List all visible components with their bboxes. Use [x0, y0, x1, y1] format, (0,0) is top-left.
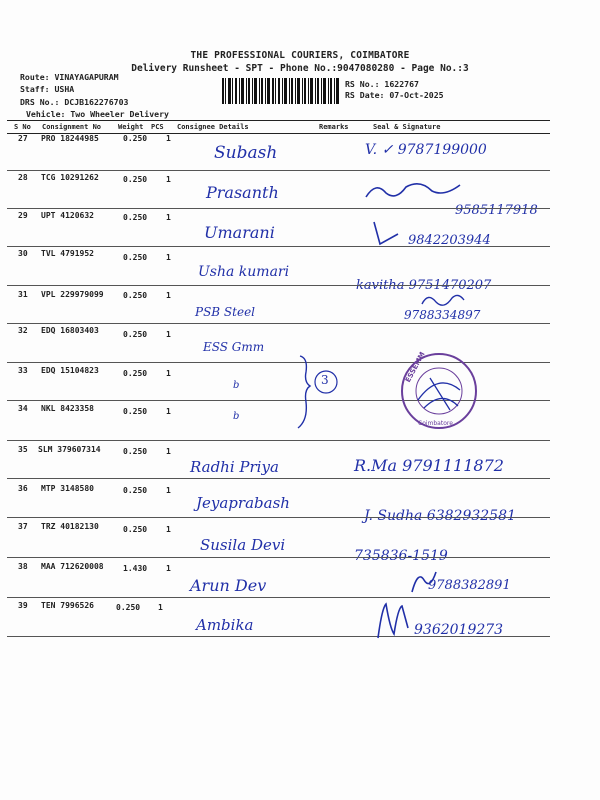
table-top-rule [7, 120, 550, 121]
row-divider [7, 246, 550, 247]
pcs: 1 [166, 369, 171, 378]
consignee-handwritten: b [233, 411, 240, 422]
sno: 39 [18, 601, 28, 610]
weight: 0.250 [123, 525, 148, 534]
weight: 0.250 [116, 603, 141, 612]
consignee-handwritten: Subash [214, 143, 278, 163]
group-brace-mark [290, 352, 350, 432]
row-divider [7, 170, 550, 171]
signature-handwritten: 735836-1519 [354, 548, 448, 564]
consignee-handwritten: b [233, 380, 240, 391]
consignee-handwritten: Prasanth [206, 183, 279, 202]
row-divider [7, 478, 550, 479]
vehicle-label: Vehicle: Two Wheeler Delivery [26, 109, 169, 119]
consignment-no: UPT 4120632 [41, 211, 94, 220]
stamp-text-bottom: Coimbatore [418, 420, 453, 427]
pcs: 1 [166, 407, 171, 416]
weight: 0.250 [123, 447, 148, 456]
pcs: 1 [166, 291, 171, 300]
col-remarks: Remarks [319, 123, 349, 131]
signature-handwritten: V. ✓ 9787199000 [365, 142, 487, 158]
pcs: 1 [166, 330, 171, 339]
col-seal: Seal & Signature [373, 123, 441, 131]
consignment-no: NKL 8423358 [41, 404, 94, 413]
runsheet-title: Delivery Runsheet - SPT - Phone No.:9047080280 - Page No.:3 [131, 63, 469, 74]
pcs: 1 [166, 213, 171, 222]
signature-handwritten: kavitha 9751470207 [356, 278, 492, 293]
weight: 1.430 [123, 564, 148, 573]
sno: 38 [18, 562, 28, 571]
weight: 0.250 [123, 486, 148, 495]
pcs: 1 [166, 525, 171, 534]
pcs: 1 [166, 486, 171, 495]
consignee-handwritten: Usha kumari [198, 264, 290, 280]
staff-label: Staff: USHA [20, 84, 75, 94]
row-divider [7, 440, 550, 441]
sno: 27 [18, 134, 28, 143]
row-divider [7, 285, 550, 286]
consignee-handwritten: Radhi Priya [190, 458, 279, 476]
consignee-handwritten: Arun Dev [190, 576, 267, 595]
sno: 37 [18, 522, 28, 531]
row-divider [7, 636, 550, 637]
signature-handwritten: 9362019273 [414, 622, 504, 638]
signature-handwritten: R.Ma 9791111872 [354, 456, 504, 475]
pcs: 1 [166, 175, 171, 184]
sno: 33 [18, 366, 28, 375]
sno: 30 [18, 249, 28, 258]
signature-scribble [372, 598, 422, 642]
signature-scribble [368, 218, 408, 248]
col-weight: Weight [118, 123, 144, 131]
sno: 28 [18, 173, 28, 182]
weight: 0.250 [123, 407, 148, 416]
col-consignment: Consignment No [42, 123, 102, 131]
consignment-no: TRZ 40182130 [41, 522, 99, 531]
consignment-no: SLM 379607314 [38, 445, 101, 454]
company-title: THE PROFESSIONAL COURIERS, COIMBATORE [190, 50, 410, 61]
sno: 32 [18, 326, 28, 335]
weight: 0.250 [123, 330, 148, 339]
consignee-handwritten: ESS Gmm [203, 340, 265, 354]
consignee-handwritten: Umarani [204, 223, 275, 242]
consignment-no: MTP 3148580 [41, 484, 94, 493]
row-divider [7, 517, 550, 518]
rs-date: RS Date: 07-Oct-2025 [345, 90, 444, 100]
consignment-no: MAA 712620008 [41, 562, 104, 571]
signature-handwritten: 9788382891 [428, 578, 511, 593]
drs-label: DRS No.: DCJB162276703 [20, 97, 129, 107]
consignment-no: PRO 18244985 [41, 134, 99, 143]
signature-handwritten: 9585117918 [455, 203, 538, 218]
row-divider [7, 208, 550, 209]
pcs: 1 [166, 253, 171, 262]
col-pcs: PCS [151, 123, 164, 131]
consignee-handwritten: Jeyaprabash [196, 494, 290, 512]
signature-scribble [418, 290, 468, 312]
route-label: Route: VINAYAGAPURAM [20, 72, 119, 82]
consignee-handwritten: PSB Steel [195, 305, 256, 319]
col-consignee: Consignee Details [177, 123, 249, 131]
stamp-text-top: ESSEMM [404, 350, 427, 384]
pcs: 1 [158, 603, 163, 612]
rs-number: RS No.: 1622767 [345, 79, 419, 89]
weight: 0.250 [123, 253, 148, 262]
pcs: 1 [166, 447, 171, 456]
pcs: 1 [166, 564, 171, 573]
col-sno: S No [14, 123, 31, 131]
weight: 0.250 [123, 134, 148, 143]
row-divider [7, 557, 550, 558]
consignee-handwritten: Ambika [196, 616, 254, 634]
group-number: 3 [321, 373, 329, 387]
consignment-no: VPL 229979099 [41, 290, 104, 299]
consignee-handwritten: Susila Devi [200, 536, 286, 554]
signature-handwritten: 9788334897 [404, 308, 481, 322]
consignment-no: EDQ 15104823 [41, 366, 99, 375]
pcs: 1 [166, 134, 171, 143]
row-divider [7, 323, 550, 324]
signature-handwritten: 9842203944 [408, 233, 491, 248]
signature-scribble [360, 175, 480, 205]
signature-handwritten: J. Sudha 6382932581 [364, 508, 516, 524]
sno: 29 [18, 211, 28, 220]
signature-scribble [408, 566, 438, 596]
consignment-no: TVL 4791952 [41, 249, 94, 258]
weight: 0.250 [123, 291, 148, 300]
weight: 0.250 [123, 175, 148, 184]
sno: 34 [18, 404, 28, 413]
consignment-no: EDQ 16803403 [41, 326, 99, 335]
sno: 35 [18, 445, 28, 454]
barcode-image [222, 78, 340, 104]
weight: 0.250 [123, 369, 148, 378]
consignment-no: TCG 10291262 [41, 173, 99, 182]
sno: 31 [18, 290, 28, 299]
consignment-no: TEN 7996526 [41, 601, 94, 610]
weight: 0.250 [123, 213, 148, 222]
sno: 36 [18, 484, 28, 493]
row-divider [7, 597, 550, 598]
